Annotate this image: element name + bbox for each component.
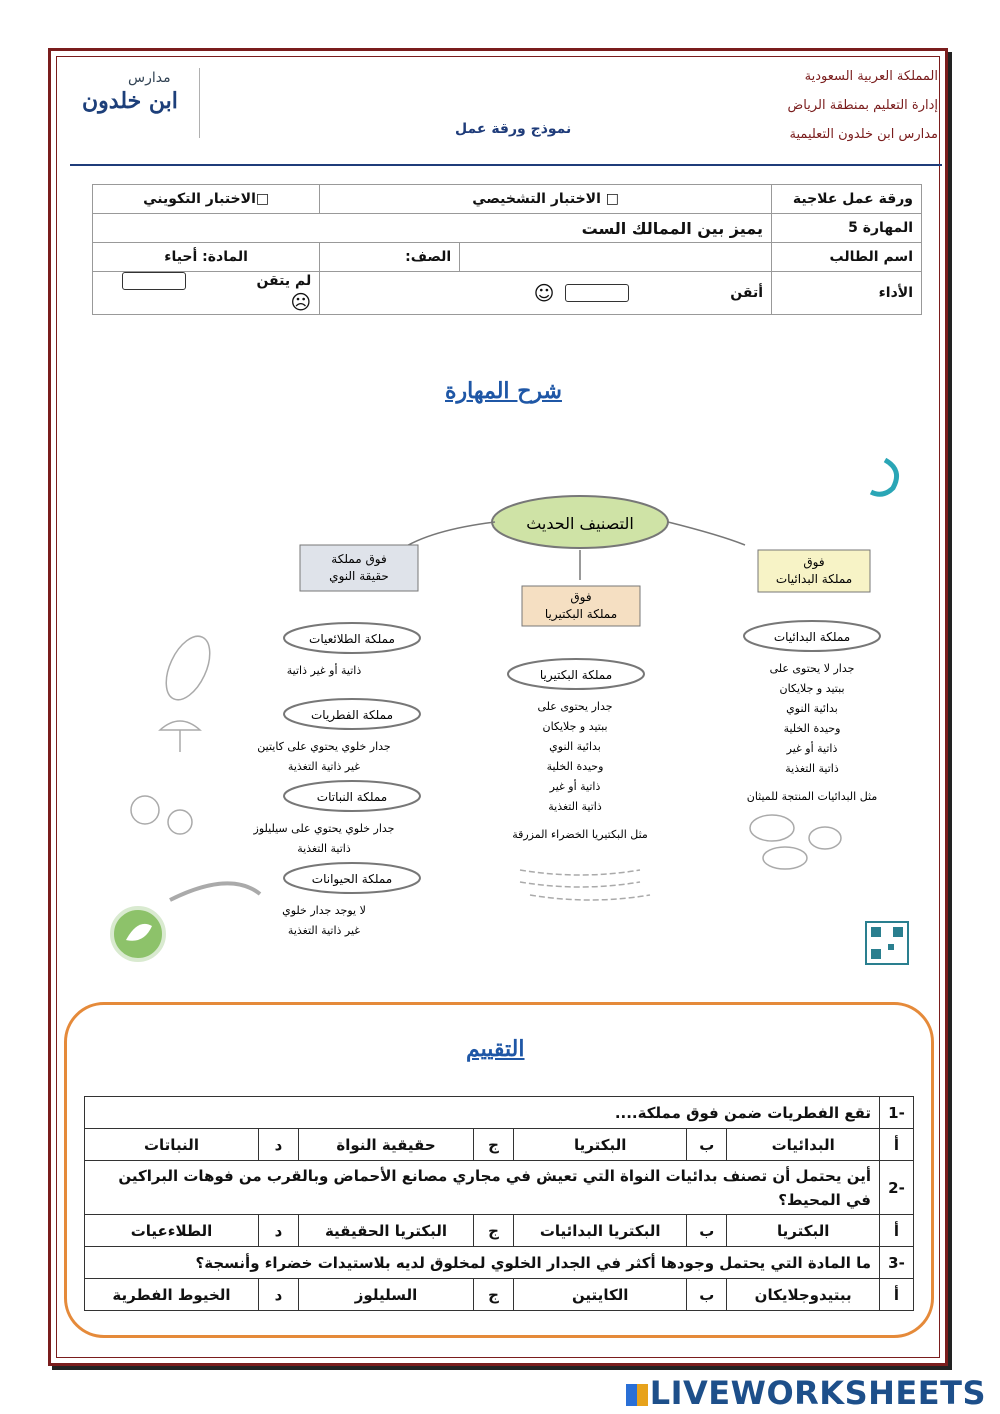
question-row bbox=[85, 1247, 914, 1279]
option-text[interactable]: البكتريا الحقيقية bbox=[298, 1215, 473, 1247]
classification-diagram bbox=[100, 440, 920, 980]
svg-text:فوق مملكة: فوق مملكة bbox=[331, 552, 387, 566]
kingdom-name: مملكة النباتات bbox=[316, 790, 388, 804]
liveworksheets-logo bbox=[626, 1374, 986, 1412]
option-letter: ج bbox=[474, 1215, 514, 1247]
kingdom-euk-0 bbox=[284, 623, 420, 677]
kingdom-fact: ذاتية التغذية bbox=[785, 762, 839, 775]
worm-drawing bbox=[170, 883, 260, 900]
question-text: ما المادة التي يحتمل وجودها أكثر في الجدار الخلوي لمخلوق لديه بلاستيدات خضراء وأنسجة؟ bbox=[85, 1247, 880, 1279]
options-row bbox=[85, 1129, 914, 1161]
kingdom-fact: ذاتية أو غير bbox=[786, 742, 838, 755]
svg-text:مملكة البدائيات: مملكة البدائيات bbox=[775, 572, 853, 586]
kingdom-euk-2 bbox=[253, 781, 420, 855]
kingdom-fact: لا يوجد جدار خلوي bbox=[282, 904, 366, 917]
option-letter: ب bbox=[687, 1279, 727, 1311]
option-letter: ب bbox=[687, 1215, 727, 1247]
form-title: نموذج ورقة عمل bbox=[455, 121, 572, 137]
svg-text:فوق: فوق bbox=[570, 590, 592, 604]
options-row bbox=[85, 1279, 914, 1311]
question-text: تقع الفطريات ضمن فوق مملكة.... bbox=[85, 1097, 880, 1129]
option-letter: د bbox=[258, 1215, 298, 1247]
student-name-label: اسم الطالب bbox=[772, 243, 922, 272]
bacteria-example: مثل البكتيريا الخضراء المزرقة bbox=[512, 828, 648, 841]
worksheet-type: ورقة عمل علاجية bbox=[772, 185, 922, 214]
kingdom-fact: جدار خلوي يحتوي على كايتين bbox=[257, 740, 391, 753]
bacteria-kingdom bbox=[508, 659, 644, 813]
kingdom-fact: ببتيد و جلايكان bbox=[542, 720, 608, 733]
subject-label: المادة: أحياء bbox=[93, 243, 320, 272]
option-text[interactable]: الكايتين bbox=[514, 1279, 687, 1311]
diagnostic-option[interactable]: □ الاختبار التشخيصي bbox=[472, 191, 620, 207]
option-text[interactable]: حقيقية النواة bbox=[298, 1129, 473, 1161]
qr-code-icon bbox=[866, 922, 908, 964]
kingdom-name: مملكة الطلائعيات bbox=[309, 632, 395, 646]
question-number: -3 bbox=[880, 1247, 914, 1279]
option-letter: أ bbox=[880, 1215, 914, 1247]
kingdom-fact: جدار يحتوى على bbox=[537, 700, 613, 713]
happy-face-icon: ☺ bbox=[533, 281, 555, 305]
kingdom-name: مملكة الفطريات bbox=[310, 708, 394, 722]
archaea-drawing bbox=[750, 815, 794, 841]
group-header-archaea bbox=[758, 550, 870, 592]
organism-drawings bbox=[131, 630, 841, 900]
skill-text: يميز بين الممالك الست bbox=[93, 214, 772, 243]
option-text[interactable]: السليلوز bbox=[298, 1279, 473, 1311]
option-letter: ج bbox=[474, 1279, 514, 1311]
kingdom-name: مملكة البدائيات bbox=[773, 630, 851, 644]
options-row bbox=[85, 1215, 914, 1247]
root-cloud bbox=[492, 496, 668, 548]
kingdom-name: مملكة الحيوانات bbox=[311, 872, 393, 886]
worksheet-info-table bbox=[92, 184, 922, 315]
option-text[interactable]: البدائيات bbox=[727, 1129, 880, 1161]
not-mastered-label: لم يتقن bbox=[256, 273, 312, 289]
kingdom-euk-3 bbox=[282, 863, 420, 937]
option-text[interactable]: البكتريا bbox=[514, 1129, 687, 1161]
schools-name: مدارس ابن خلدون التعليمية bbox=[789, 127, 938, 142]
option-text[interactable]: البكتريا البدائيات bbox=[514, 1215, 687, 1247]
evaluation-title: التقييم bbox=[466, 1036, 525, 1062]
sad-face-icon: ☹ bbox=[290, 290, 312, 314]
option-text[interactable]: البكتريا bbox=[727, 1215, 880, 1247]
header-divider bbox=[70, 164, 942, 166]
plant-cells-drawing bbox=[131, 796, 159, 824]
group-header-bacteria bbox=[522, 586, 640, 626]
group-header-eukarya bbox=[300, 545, 418, 591]
protist-drawing bbox=[157, 630, 218, 707]
mastered-box[interactable] bbox=[565, 284, 629, 302]
formative-option[interactable]: □الاختبار التكويني bbox=[143, 191, 270, 207]
kingdom-fact: ذاتية أو غير ذاتية bbox=[286, 664, 362, 677]
directorate-name: إدارة التعليم بمنطقة الرياض bbox=[787, 98, 938, 113]
question-row bbox=[85, 1097, 914, 1129]
performance-label: الأداء bbox=[772, 272, 922, 315]
option-text[interactable]: الخيوط الفطرية bbox=[85, 1279, 259, 1311]
kingdom-fact: وحيدة الخلية bbox=[783, 722, 841, 735]
logo-top-text: مدارس bbox=[128, 70, 171, 86]
eukarya-kingdoms bbox=[253, 623, 420, 937]
archaea-example: مثل البدائيات المنتجة للميثان bbox=[746, 790, 878, 803]
student-name-field[interactable] bbox=[460, 243, 772, 272]
liveworksheets-icon bbox=[626, 1384, 648, 1406]
question-number: -1 bbox=[880, 1097, 914, 1129]
option-letter: ج bbox=[474, 1129, 514, 1161]
questions-table bbox=[84, 1096, 914, 1311]
option-letter: ب bbox=[687, 1129, 727, 1161]
kingdom-fact: وحيدة الخلية bbox=[546, 760, 604, 773]
kingdom-fact: جدار خلوي يحتوي على سيليلوز bbox=[253, 822, 395, 835]
question-text: أين يحتمل أن تصنف بدائيات النواة التي تعيش في مجاري مصانع الأحماض وبالقرب من فوهات البراكين في المحيط؟ bbox=[85, 1161, 880, 1215]
corner-deco-icon bbox=[871, 460, 897, 494]
cyanobacteria-drawing bbox=[520, 870, 650, 900]
kingdom-bacteria bbox=[508, 659, 644, 813]
skill-label: المهارة 5 bbox=[772, 214, 922, 243]
option-letter: أ bbox=[880, 1129, 914, 1161]
kingdom-archaea bbox=[744, 621, 880, 775]
school-logo bbox=[68, 68, 200, 138]
kingdom-fact: جدار لا يحتوى على bbox=[769, 662, 855, 675]
option-letter: د bbox=[258, 1129, 298, 1161]
class-label: الصف: bbox=[320, 243, 460, 272]
svg-text:مملكة البكتيريا: مملكة البكتيريا bbox=[544, 607, 618, 621]
footer-brand: LIVEWORKSHEETS bbox=[649, 1374, 986, 1412]
skill-section-title: شرح المهارة bbox=[445, 378, 562, 404]
mushroom-drawing bbox=[160, 721, 200, 752]
question-row bbox=[85, 1161, 914, 1215]
option-text[interactable]: ببتيدوجلايكان bbox=[727, 1279, 880, 1311]
header-institution bbox=[788, 62, 938, 149]
option-text[interactable]: النباتات bbox=[85, 1129, 259, 1161]
svg-text:حقيقة النوي: حقيقة النوي bbox=[329, 569, 389, 583]
question-number: -2 bbox=[880, 1161, 914, 1215]
country-name: المملكة العربية السعودية bbox=[804, 69, 938, 84]
kingdom-fact: غير ذاتية التغذية bbox=[287, 924, 361, 937]
option-text[interactable]: الطلاءعيات bbox=[85, 1215, 259, 1247]
not-mastered-box[interactable] bbox=[122, 272, 186, 290]
kingdom-fact: ذاتية أو غير bbox=[549, 780, 601, 793]
kingdom-name: مملكة البكتيريا bbox=[539, 668, 613, 682]
kingdom-fact: ذاتية التغذية bbox=[548, 800, 602, 813]
kingdom-fact: بدائية النوي bbox=[549, 740, 601, 753]
option-letter: أ bbox=[880, 1279, 914, 1311]
kingdom-fact: بدائية النوي bbox=[786, 702, 838, 715]
svg-text:فوق: فوق bbox=[803, 555, 825, 569]
kingdom-euk-1 bbox=[257, 699, 420, 773]
root-label: التصنيف الحديث bbox=[526, 514, 634, 533]
kingdom-fact: ببتيد و جلايكان bbox=[779, 682, 845, 695]
mastered-label: أتقن bbox=[730, 285, 763, 301]
logo-main-text: ابن خلدون bbox=[82, 88, 178, 114]
kingdom-fact: ذاتية التغذية bbox=[297, 842, 351, 855]
archaea-kingdom bbox=[744, 621, 880, 775]
option-letter: د bbox=[258, 1279, 298, 1311]
kingdom-fact: غير ذاتية التغذية bbox=[287, 760, 361, 773]
